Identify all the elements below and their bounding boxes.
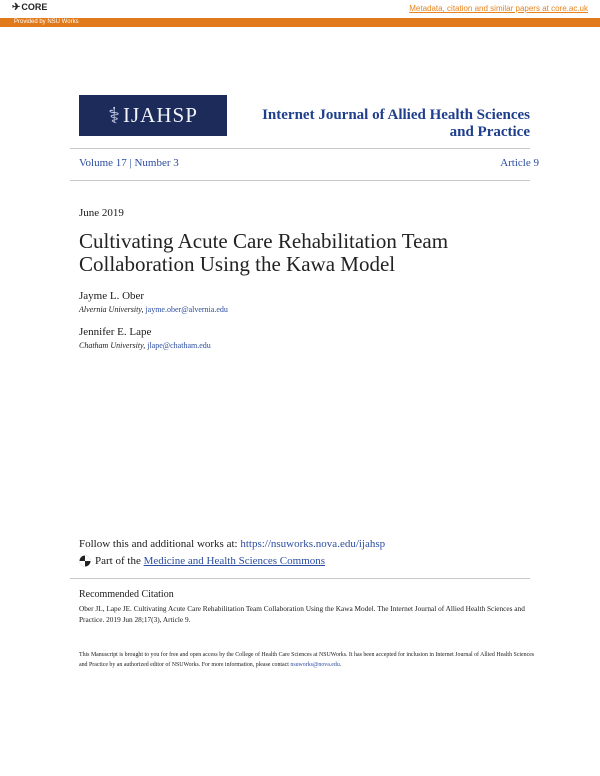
notice-end: .: [339, 662, 342, 668]
part-of-commons: [79, 555, 325, 567]
journal-title-line2: and Practice: [449, 124, 530, 140]
header-divider: [70, 148, 530, 149]
issue-volume-number: [79, 157, 179, 169]
author-institution-2: Chatham University: [79, 341, 144, 350]
recommended-citation-text: Ober JL, Lape JE. Cultivating Acute Care Rehabilitation Team Collaboration Using the Kawa Model. The Internet Journal of Allied Health Sciences and Practice. 2019 Jun 28;17(3), Article 9.: [79, 604, 525, 624]
core-arrow-icon: ✈: [12, 2, 21, 13]
citation-divider: [70, 578, 530, 579]
manuscript-notice: [79, 650, 539, 670]
issue-divider: [70, 180, 530, 181]
follow-label: Follow this and additional works at:: [79, 538, 238, 550]
part-of-label: Part of the: [95, 555, 141, 567]
author-affiliation-2: Chatham University, jlape@chatham.edu: [79, 341, 211, 350]
article-title: Cultivating Acute Care Rehabilitation Team Collaboration Using the Kawa Model: [79, 229, 449, 276]
provided-by-text: Provided by NSU Works: [14, 19, 79, 25]
provided-by-bar: [0, 18, 600, 27]
article-number-link[interactable]: Article 9: [500, 157, 539, 169]
core-logo-text: CORE: [21, 2, 48, 12]
bepress-network-icon: [79, 555, 91, 567]
notice-text: This Manuscript is brought to you for free and open access by the College of Health Care Sciences at NSUWorks. It has been accepted for inclusion in Internet Journal of Allied Health Sciences and Practice by an authorized editor of NSUWorks. For more information, please contact: [79, 652, 535, 668]
journal-logo[interactable]: [79, 95, 227, 136]
author-email-1[interactable]: jayme.ober@alvernia.edu: [145, 305, 228, 314]
author-email-2[interactable]: jlape@chatham.edu: [147, 341, 211, 350]
journal-logo-abbr: IJAHSP: [123, 103, 198, 127]
follow-url-link[interactable]: https://nsuworks.nova.edu/ijahsp: [240, 538, 386, 550]
commons-link[interactable]: Medicine and Health Sciences Commons: [143, 555, 326, 567]
journal-title[interactable]: [232, 107, 530, 141]
author-affiliation-1: Alvernia University, jayme.ober@alvernia.edu: [79, 305, 228, 314]
caduceus-icon: ⚕: [108, 102, 121, 128]
volume-link[interactable]: Volume 17: [79, 157, 127, 169]
journal-title-line1: Internet Journal of Allied Health Sciences: [262, 107, 530, 123]
follow-works: [79, 538, 385, 550]
number-link[interactable]: Number 3: [134, 157, 179, 169]
publication-date: June 2019: [79, 207, 124, 219]
core-metadata-link[interactable]: Metadata, citation and similar papers at core.ac.uk: [409, 4, 588, 13]
author-institution-1: Alvernia University: [79, 305, 142, 314]
contact-email-link[interactable]: nsuworks@nova.edu: [290, 662, 340, 668]
core-logo[interactable]: [12, 2, 47, 13]
author-name-1: Jayme L. Ober: [79, 290, 145, 302]
recommended-citation-heading: Recommended Citation: [79, 589, 174, 600]
author-name-2: Jennifer E. Lape: [79, 326, 152, 338]
issue-separator: |: [129, 157, 132, 169]
core-banner: [0, 0, 600, 18]
